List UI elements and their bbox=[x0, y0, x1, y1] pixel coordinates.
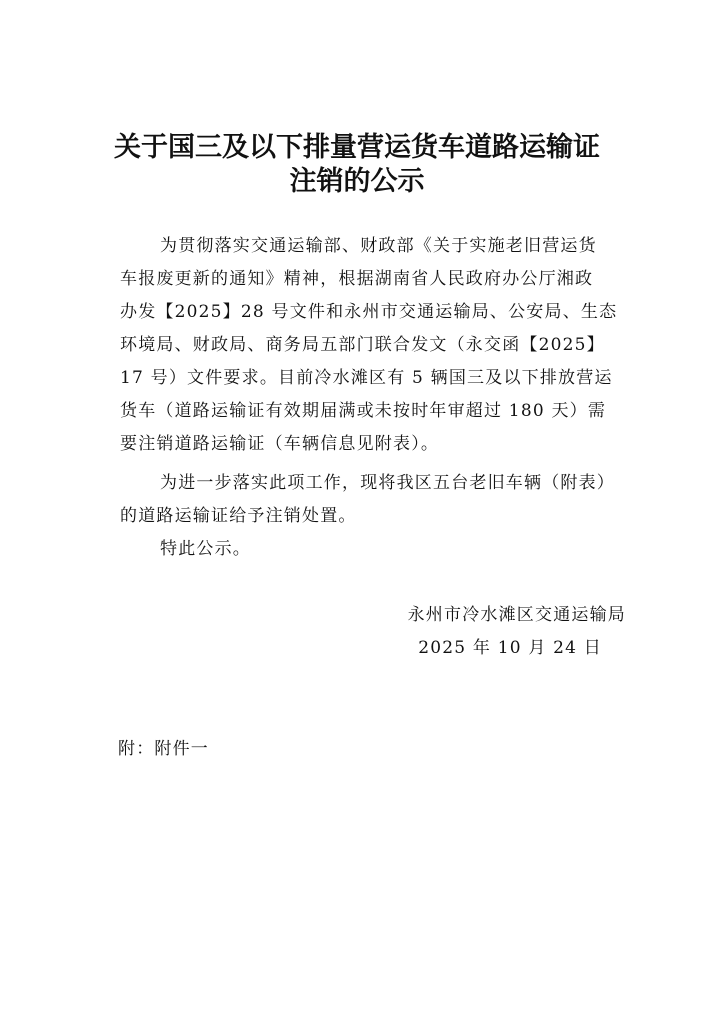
signature-organization: 永州市冷水滩区交通运输局 bbox=[407, 605, 626, 625]
paragraph-1-line-4: 环境局、财政局、商务局五部门联合发文（永交函【2025】 bbox=[120, 335, 605, 355]
paragraph-1-line-3: 办发【2025】28 号文件和永州市交通运输局、公安局、生态 bbox=[120, 302, 618, 322]
attachment-note: 附：附件一 bbox=[118, 739, 209, 759]
signature-date: 2025 年 10 月 24 日 bbox=[418, 638, 602, 658]
paragraph-2-line-1: 为进一步落实此项工作，现将我区五台老旧车辆（附表） bbox=[160, 473, 615, 493]
paragraph-1-line-1: 为贯彻落实交通运输部、财政部《关于实施老旧营运货 bbox=[160, 236, 597, 256]
paragraph-1-line-7: 要注销道路运输证（车辆信息见附表）。 bbox=[120, 434, 440, 454]
paragraph-1-line-6: 货车（道路运输证有效期届满或未按时年审超过 180 天）需 bbox=[120, 401, 607, 421]
paragraph-1-line-5: 17 号）文件要求。目前冷水滩区有 5 辆国三及以下排放营运 bbox=[120, 368, 613, 388]
paragraph-1-line-2: 车报废更新的通知》精神，根据湖南省人民政府办公厅湘政 bbox=[120, 269, 594, 289]
closing-text: 特此公示。 bbox=[160, 539, 251, 559]
paragraph-2-line-2: 的道路运输证给予注销处置。 bbox=[120, 506, 357, 526]
document-title-line-2: 注销的公示 bbox=[289, 166, 425, 197]
document-title-line-1: 关于国三及以下排量营运货车道路运输证 bbox=[114, 132, 600, 163]
